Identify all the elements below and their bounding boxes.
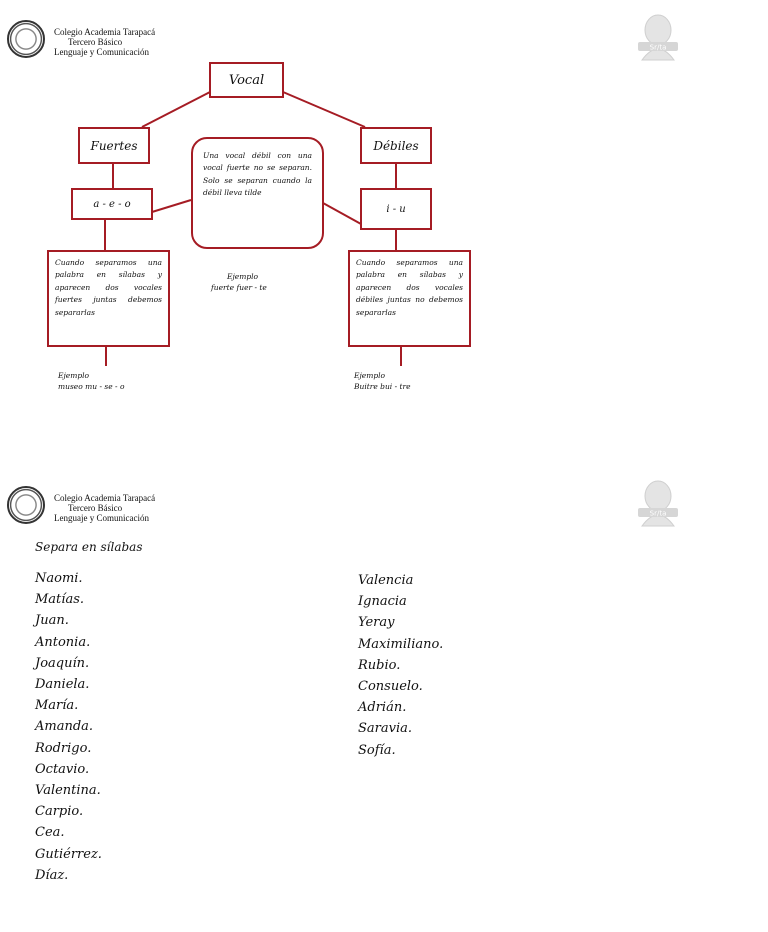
word-item: María.	[35, 698, 79, 714]
strong-vowels-box: a - e - o	[71, 188, 153, 220]
word-item: Amanda.	[35, 719, 94, 735]
weak-example	[354, 370, 411, 392]
avatar-label: Sr/ta	[649, 43, 667, 52]
strong-vowels-title-box: Fuertes	[78, 127, 150, 164]
word-item: Sofía.	[358, 742, 396, 758]
subject-label-2: Lenguaje y Comunicación	[54, 513, 149, 523]
word-item: Rodrigo.	[35, 740, 92, 756]
student-avatar-icon-2	[636, 478, 680, 528]
exercise-instruction: Separa en sílabas	[35, 540, 143, 554]
grade-label: Tercero Básico	[68, 37, 123, 47]
word-item: Cea.	[35, 825, 65, 841]
word-item: Díaz.	[35, 867, 69, 883]
center-example-label: Ejemplo	[227, 272, 259, 281]
left-word-list	[35, 568, 102, 886]
right-word-list	[358, 570, 443, 761]
word-item: Daniela.	[35, 677, 90, 693]
school-seal-logo-2	[7, 486, 45, 524]
word-item: Naomi.	[35, 571, 83, 586]
school-name: Colegio Academia Tarapacá	[54, 27, 156, 37]
word-item: Rubio.	[358, 657, 401, 673]
center-example	[211, 271, 267, 293]
word-item: Maximiliano.	[358, 636, 444, 652]
weak-vowels-title-box: Débiles	[360, 127, 432, 164]
vocal-box: Vocal	[209, 62, 284, 98]
school-name-2: Colegio Academia Tarapacá	[54, 493, 156, 503]
word-item: Antonia.	[35, 634, 91, 650]
strong-example-text: museo mu - se - o	[58, 382, 125, 391]
word-item: Juan.	[35, 613, 69, 629]
word-item: Valencia	[358, 573, 414, 588]
word-item: Consuelo.	[358, 679, 423, 695]
center-example-text: fuerte fuer - te	[211, 283, 267, 292]
weak-example-label: Ejemplo	[354, 371, 386, 380]
center-note-box: Una vocal débil con una vocal fuerte no se separan. Solo se separan cuando la débil lleva tilde	[191, 137, 324, 249]
strong-example	[58, 370, 124, 392]
word-item: Saravia.	[358, 721, 413, 737]
subject-label: Lenguaje y Comunicación	[54, 47, 149, 57]
word-item: Valentina.	[35, 783, 101, 799]
weak-example-text: Buitre bui - tre	[354, 382, 411, 391]
strong-rule-box: Cuando separamos una palabra en sílabas y aparecen dos vocales fuertes juntas debemos separarlas	[47, 250, 170, 347]
school-header-2	[54, 493, 155, 523]
word-item: Joaquín.	[35, 655, 90, 671]
word-item: Carpio.	[35, 804, 84, 820]
word-item: Octavio.	[35, 761, 90, 777]
strong-example-label: Ejemplo	[58, 371, 90, 380]
word-item: Yeray	[358, 615, 395, 631]
weak-vowels-box: i - u	[360, 188, 432, 230]
word-item: Adrián.	[358, 700, 407, 716]
weak-rule-box: Cuando separamos una palabra en sílabas y aparecen dos vocales débiles juntas no debemos separarlas	[348, 250, 471, 347]
grade-label-2: Tercero Básico	[68, 503, 123, 513]
word-item: Ignacia	[358, 594, 407, 610]
word-item: Gutiérrez.	[35, 846, 102, 862]
word-item: Matías.	[35, 592, 84, 608]
avatar-label-2: Sr/ta	[649, 509, 667, 518]
